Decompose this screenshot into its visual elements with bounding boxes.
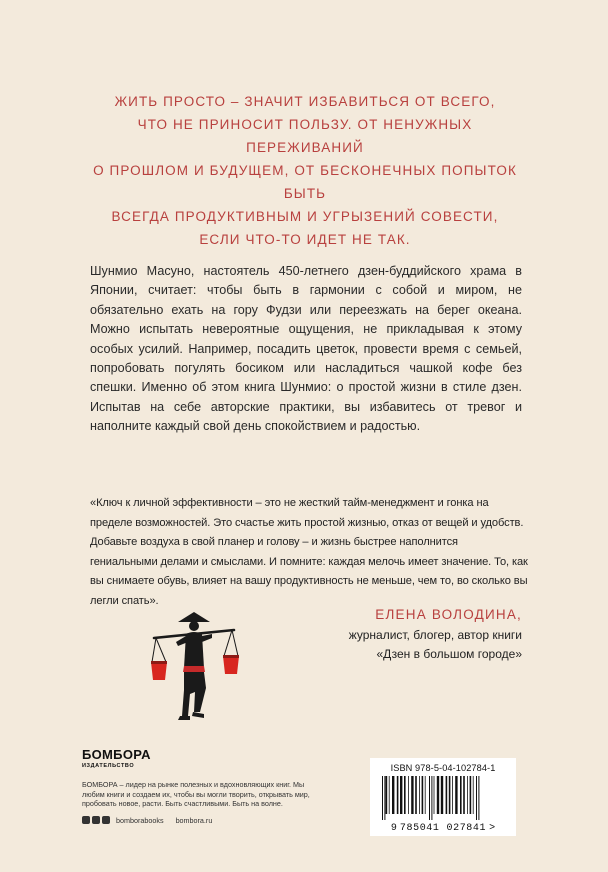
barcode-digit-first: 9: [390, 823, 397, 834]
publisher-logo: БОМБОРА: [82, 747, 151, 762]
social-handle: bomborabooks: [116, 815, 164, 825]
barcode-digits: [370, 823, 516, 834]
quote-author-book: «Дзен в большом городе»: [376, 647, 522, 661]
headline-line: О ПРОШЛОМ И БУДУЩЕМ, ОТ БЕСКОНЕЧНЫХ ПОПЫТОК БЫТЬ: [93, 163, 517, 201]
quote-author-role: журналист, блогер, автор книги: [348, 628, 522, 642]
headline: [90, 90, 520, 251]
monk-carrying-buckets-illustration: [148, 612, 240, 730]
headline-line: ЕСЛИ ЧТО-ТО ИДЕТ НЕ ТАК.: [199, 232, 411, 247]
barcode-digits-group-1: 785041: [399, 823, 440, 834]
book-description: Шунмио Масуно, настоятель 450-летнего дзен-буддийского храма в Японии, считает: чтобы быть в гармонии с собой и миром, не обязательно ехать на гору Фудзи или переезжать на берег океана. Можно испытать невероятные ощущения, не прикладывая к этому особых усилий. Например, посадить цветок, провести время с семьей, попробовать погулять босиком или насладиться чашкой кофе без спешки. Именно об этом книга Шунмио: о простой жизни в стиле дзен. Испытав на себе авторские практики, вы избавитесь от тревог и наполните каждый свой день спокойствием и радостью.: [90, 264, 522, 434]
publisher-website: bombora.ru: [175, 815, 213, 825]
review-quote: «Ключ к личной эффективности – это не жесткий тайм-менеджмент и гонка на пределе возможностей. Это счастье жить простой жизнью, отказ от вещей и удобств. Добавьте воздуха в свой планер и голову – и жизнь быстрее наполнится гениальными делами и смыслами. И помните: каждая мелочь имеет значение. То, как вы снимаете обувь, влияет на вашу продуктивность не меньше, чем то, во сколько вы легли спать».: [90, 497, 528, 607]
headline-line: ЖИТЬ ПРОСТО – ЗНАЧИТ ИЗБАВИТЬСЯ ОТ ВСЕГО,: [114, 94, 496, 109]
barcode-arrow: >: [489, 823, 496, 834]
telegram-icon: [102, 816, 110, 824]
publisher-logo-subtitle: ИЗДАТЕЛЬСТВО: [82, 763, 135, 769]
isbn-barcode: [370, 758, 516, 836]
headline-line: ЧТО НЕ ПРИНОСИТ ПОЛЬЗУ. ОТ НЕНУЖНЫХ ПЕРЕЖИВАНИЙ: [137, 117, 473, 155]
barcode-bars: [380, 776, 506, 820]
isbn-number: ISBN 978-5-04-102784-1: [390, 763, 496, 773]
instagram-icon: [82, 816, 90, 824]
quote-attribution: [222, 604, 522, 664]
headline-line: ВСЕГДА ПРОДУКТИВНЫМ И УГРЫЗЕНИЙ СОВЕСТИ,: [111, 209, 499, 224]
publisher-description: БОМБОРА – лидер на рынке полезных и вдохновляющих книг. Мы любим книги и создаем их, чтобы вы могли творить, открывать мир, пробовать новое, расти. Быть счастливыми. Быть на волне.: [82, 780, 310, 809]
vk-icon: [92, 816, 100, 824]
quote-author: ЕЛЕНА ВОЛОДИНА,: [375, 607, 522, 622]
barcode-digits-group-2: 027841: [446, 823, 487, 834]
publisher-block: [82, 748, 322, 825]
publisher-socials: [82, 816, 322, 825]
